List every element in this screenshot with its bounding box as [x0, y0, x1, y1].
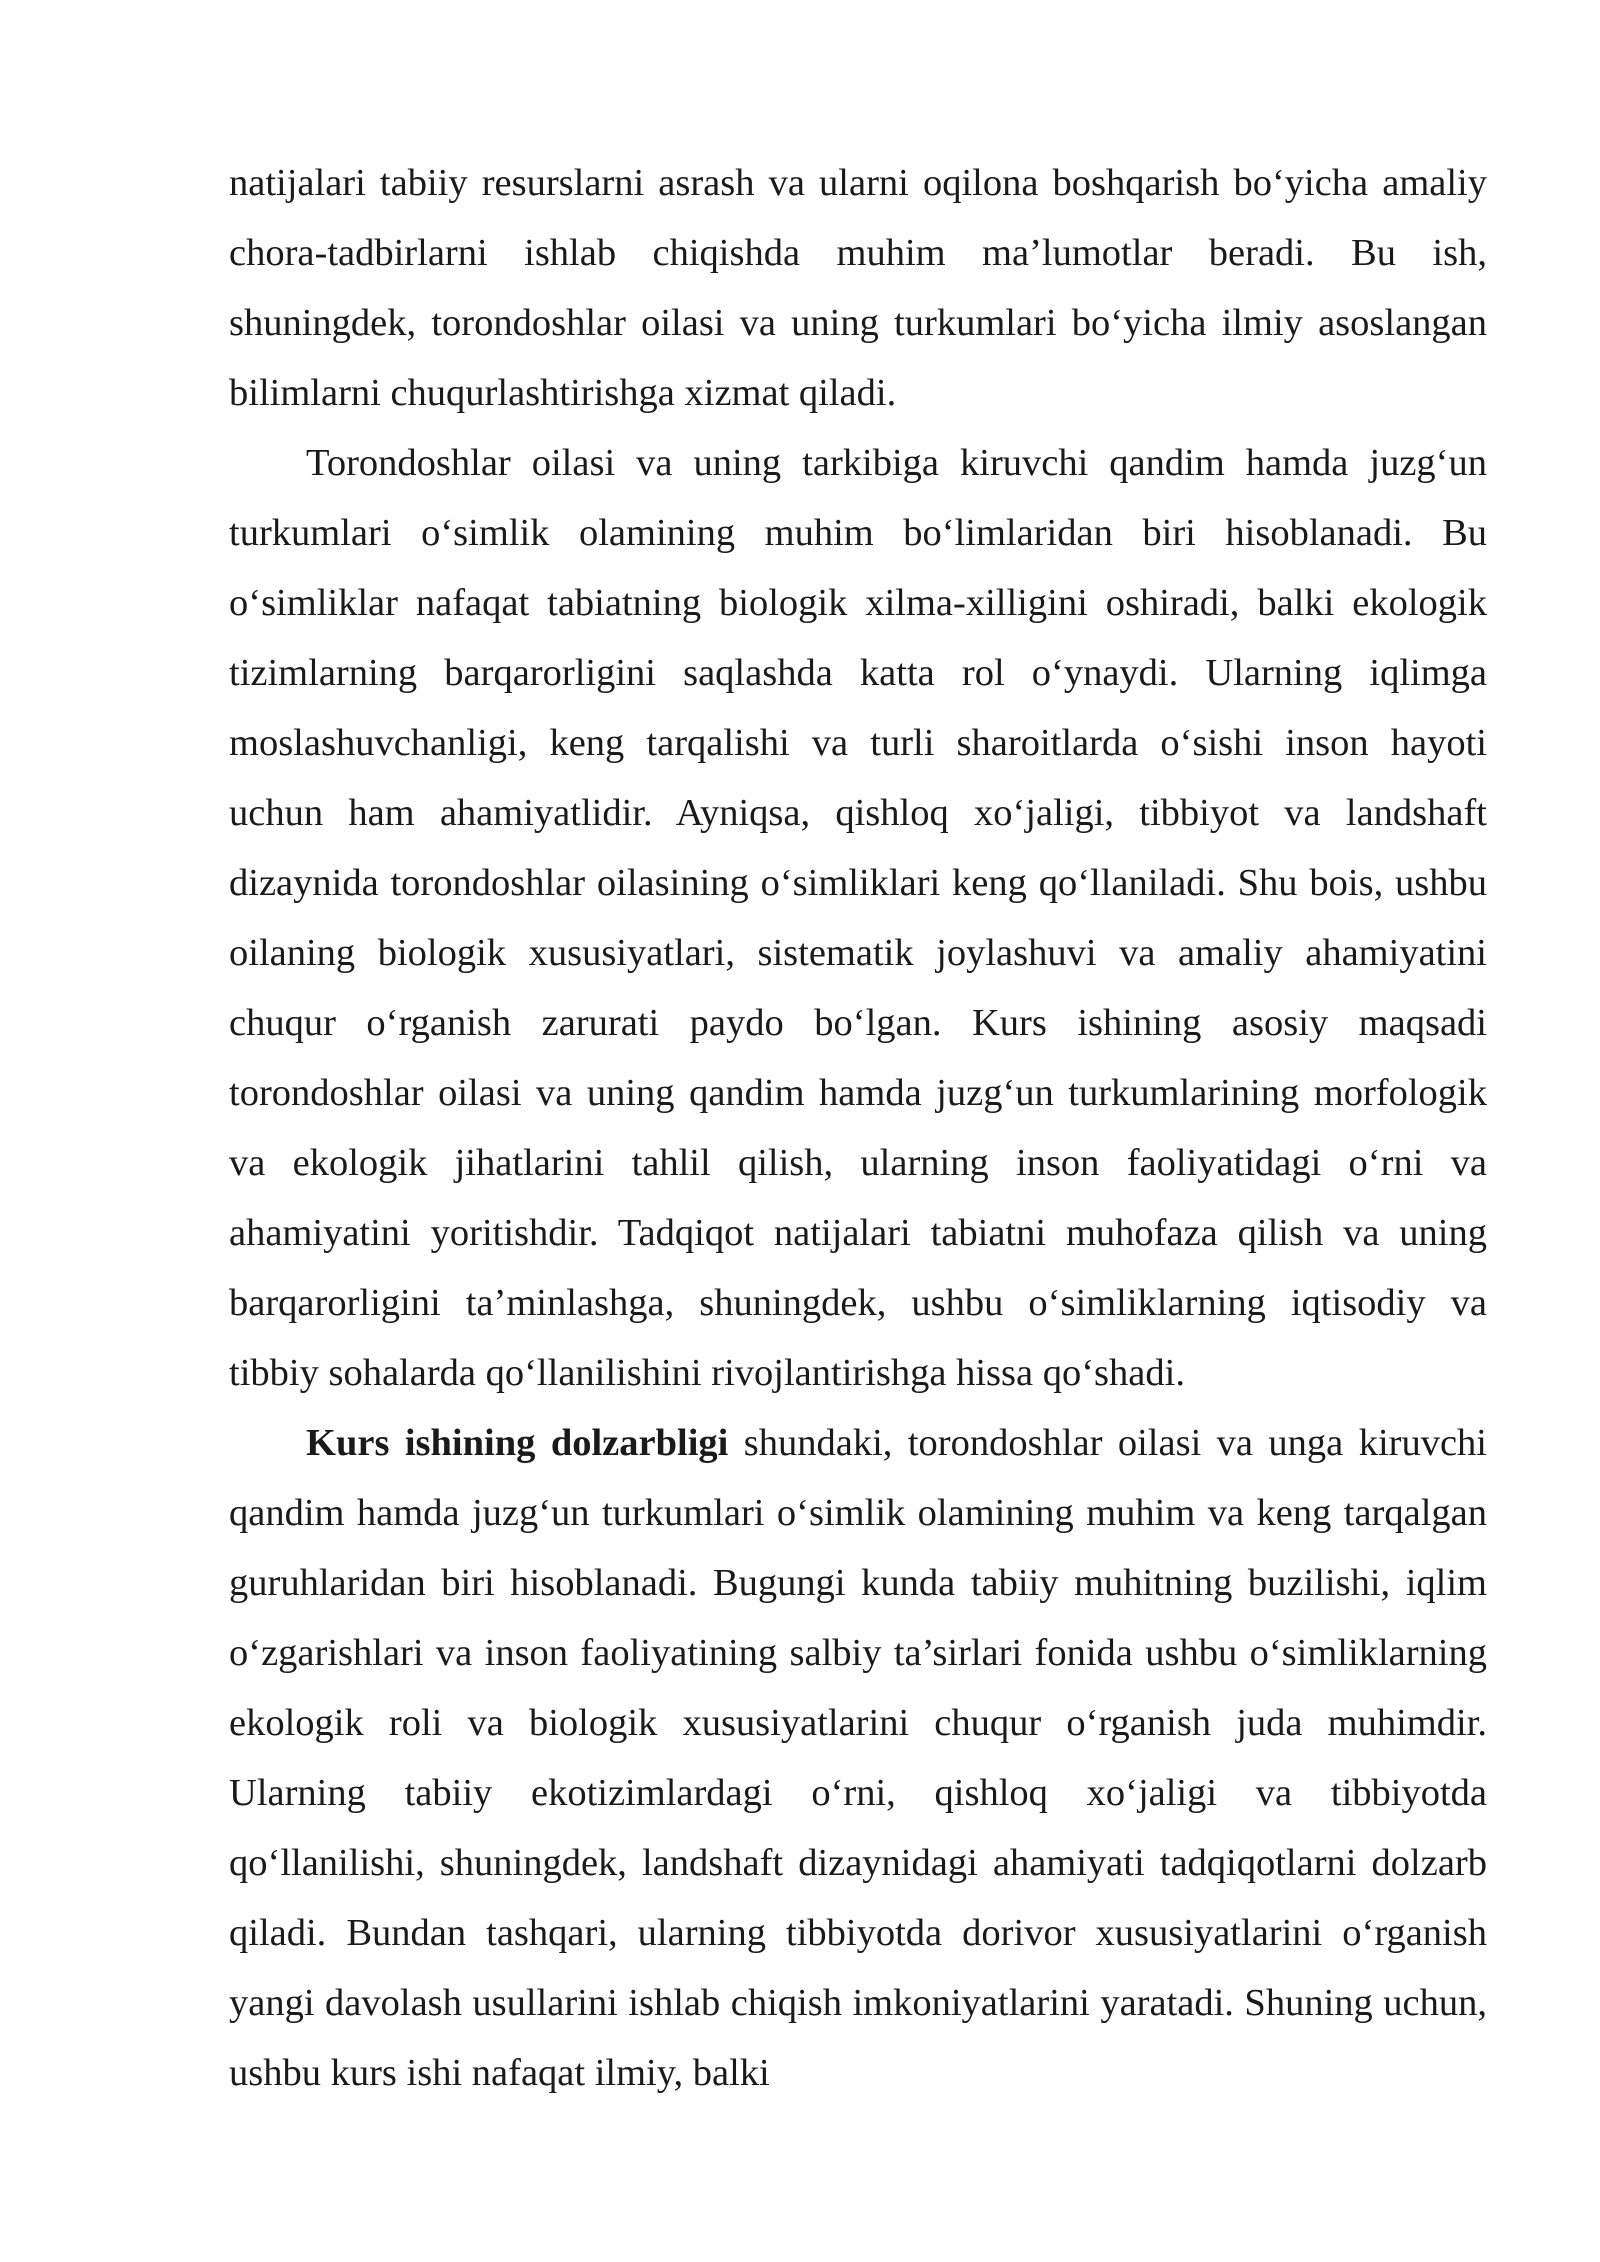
paragraph-text: natijalari tabiiy resurslarni asrash va ularni oqilona boshqarish bo‘yicha amaliy chora-tadbirlarni ishlab chiqishda muhim ma’lumotlar beradi. Bu ish, shuningdek, torondoshlar oilasi va uning turkumlari bo‘yicha ilmiy asoslangan bilimlarni chuqurlashtirishga xizmat qiladi. — [229, 162, 1487, 414]
paragraph-torondoshlar-intro — [229, 428, 1487, 1408]
relevance-heading-lead: Kurs ishining dolzarbligi — [306, 1422, 729, 1464]
paragraph-relevance — [229, 1408, 1487, 2108]
document-body — [229, 148, 1487, 2108]
paragraph-continuation — [229, 148, 1487, 428]
paragraph-text: shundaki, torondoshlar oilasi va unga kiruvchi qandim hamda juzg‘un turkumlari o‘simlik olamining muhim va keng tarqalgan guruhlaridan biri hisoblanadi. Bugungi kunda tabiiy muhitning buzilishi, iqlim o‘zgarishlari va inson faoliyatining salbiy ta’sirlari fonida ushbu o‘simliklarning ekologik roli va biologik xususiyatlarini chuqur o‘rganish juda muhimdir. Ularning tabiiy ekotizimlardagi o‘rni, qishloq xo‘jaligi va tibbiyotda qo‘llanilishi, shuningdek, landshaft dizaynidagi ahamiyati tadqiqotlarni dolzarb qiladi. Bundan tashqari, ularning tibbiyotda dorivor xususiyatlarini o‘rganish yangi davolash usullarini ishlab chiqish imkoniyatlarini yaratadi. Shuning uchun, ushbu kurs ishi nafaqat ilmiy, balki — [229, 1422, 1487, 2094]
paragraph-text: Torondoshlar oilasi va uning tarkibiga kiruvchi qandim hamda juzg‘un turkumlari o‘simlik olamining muhim bo‘limlaridan biri hisoblanadi. Bu o‘simliklar nafaqat tabiatning biologik xilma-xilligini oshiradi, balki ekologik tizimlarning barqarorligini saqlashda katta rol o‘ynaydi. Ularning iqlimga moslashuvchanligi, keng tarqalishi va turli sharoitlarda o‘sishi inson hayoti uchun ham ahamiyatlidir. Ayniqsa, qishloq xo‘jaligi, tibbiyot va landshaft dizaynida torondoshlar oilasining o‘simliklari keng qo‘llaniladi. Shu bois, ushbu oilaning biologik xususiyatlari, sistematik joylashuvi va amaliy ahamiyatini chuqur o‘rganish zarurati paydo bo‘lgan. Kurs ishining asosiy maqsadi torondoshlar oilasi va uning qandim hamda juzg‘un turkumlarining morfologik va ekologik jihatlarini tahlil qilish, ularning inson faoliyatidagi o‘rni va ahamiyatini yoritishdir. Tadqiqot natijalari tabiatni muhofaza qilish va uning barqarorligini ta’minlashga, shuningdek, ushbu o‘simliklarning iqtisodiy va tibbiy sohalarda qo‘llanilishini rivojlantirishga hissa qo‘shadi. — [229, 442, 1487, 1394]
